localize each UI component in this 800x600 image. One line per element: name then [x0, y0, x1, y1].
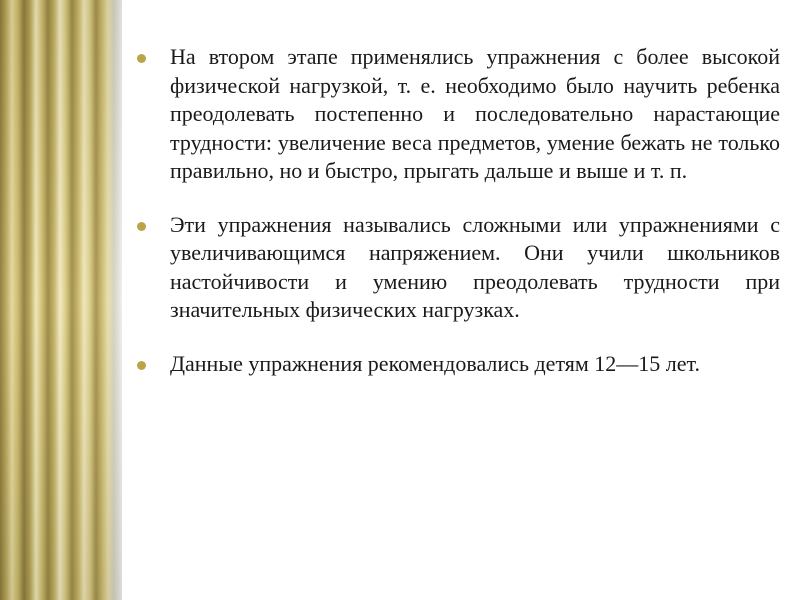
- bullet-dot-icon: [137, 222, 146, 231]
- bullet-list: [136, 43, 780, 403]
- bullet-text: На втором этапе применялись упражнения с более высокой физической нагрузкой, т. е. необходимо было научить ребенка преодолевать постепенно и последовательно нарастающие трудности: увеличение веса предметов, умение бежать не только правильно, но и быстро, прыгать дальше и выше и т. п.: [170, 44, 780, 183]
- bullet-item-3: [136, 350, 780, 379]
- bullet-item-1: [136, 43, 780, 186]
- bullet-dot-icon: [137, 361, 146, 370]
- bullet-dot-icon: [137, 54, 146, 63]
- drapery-shading: [0, 0, 122, 600]
- bullet-text: Эти упражнения назывались сложными или упражнениями с увеличивающимся напряжением. Они учили школьников настойчивости и умению преодолевать трудности при значительных физических нагрузках.: [170, 211, 780, 322]
- bullet-item-2: [136, 211, 780, 325]
- bullet-text: Данные упражнения рекомендовались детям 12—15 лет.: [170, 350, 701, 376]
